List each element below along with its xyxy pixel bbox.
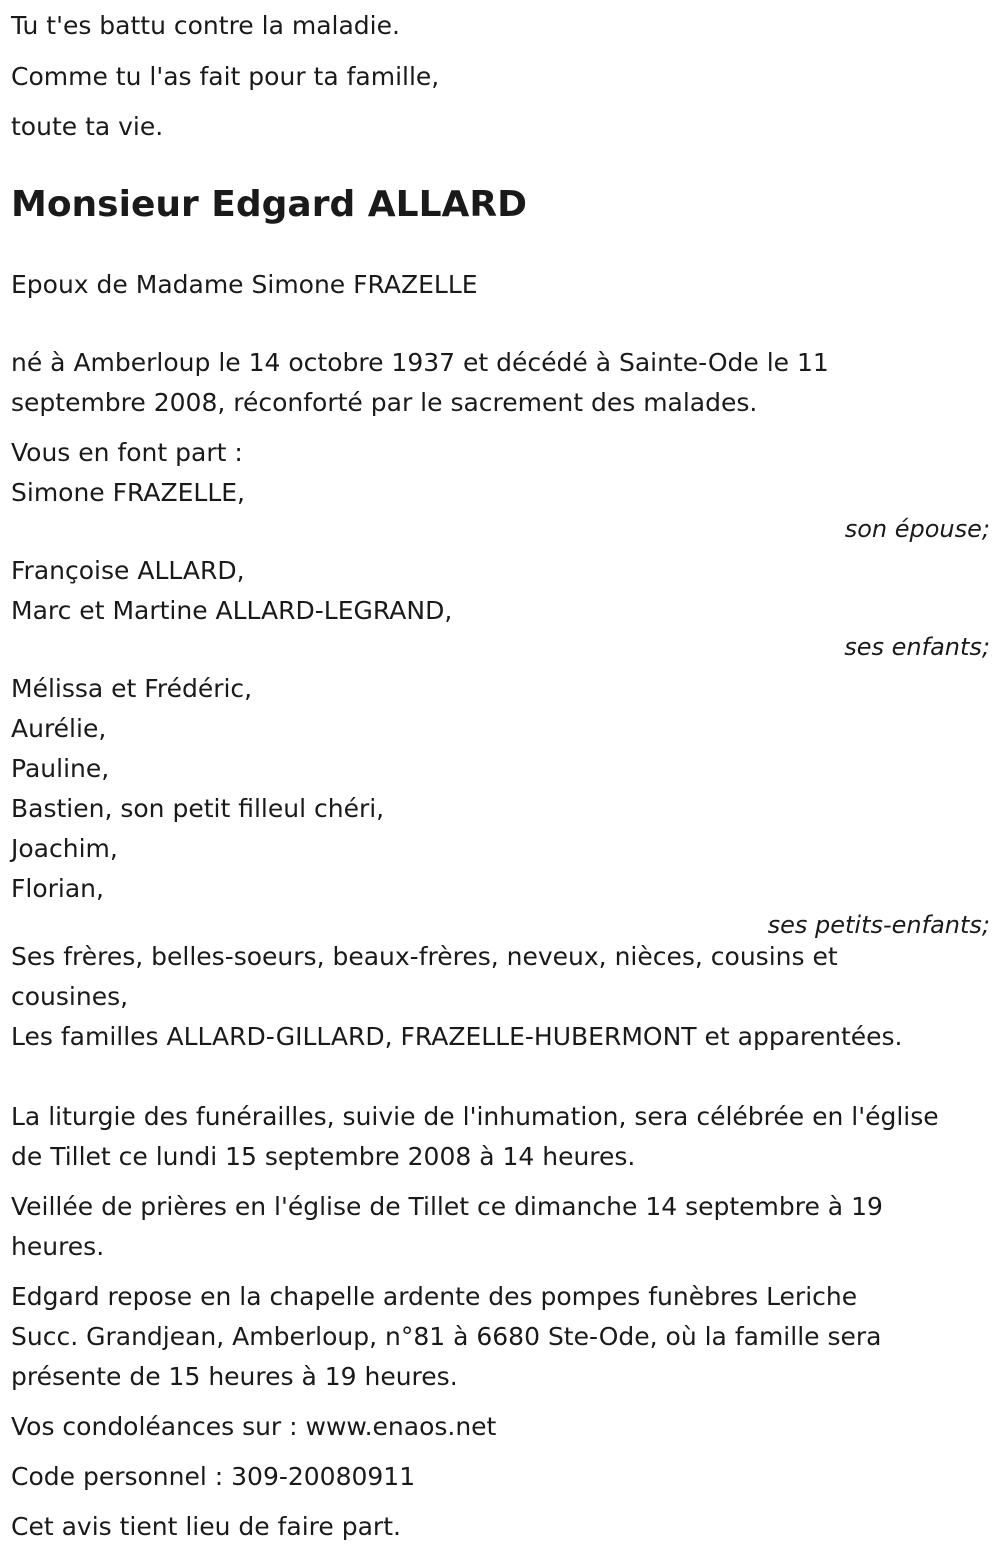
family-member: Bastien, son petit filleul chéri, bbox=[11, 794, 385, 823]
personal-code-line: Code personnel : 309-20080911 bbox=[11, 1462, 416, 1491]
relation-label: ses petits-enfants; bbox=[767, 911, 990, 939]
family-member: Joachim, bbox=[11, 834, 118, 863]
deceased-name: Monsieur Edgard ALLARD bbox=[11, 184, 527, 225]
chapel-paragraph bbox=[11, 1277, 990, 1397]
condolences-line: Vos condoléances sur : www.enaos.net bbox=[11, 1412, 497, 1441]
announce-line: Vous en font part : bbox=[11, 438, 243, 467]
birth-death-line: né à Amberloup le 14 octobre 1937 et décédé à Sainte-Ode le 11 bbox=[11, 348, 829, 377]
chapel-line: Edgard repose en la chapelle ardente des pompes funèbres Leriche bbox=[11, 1282, 858, 1311]
chapel-line: Succ. Grandjean, Amberloup, n°81 à 6680 Ste-Ode, où la famille sera bbox=[11, 1322, 882, 1351]
family-line: Les familles ALLARD-GILLARD, FRAZELLE-HUBERMONT et apparentées. bbox=[11, 1022, 903, 1051]
family-line: Ses frères, belles-soeurs, beaux-frères, neveux, nièces, cousins et bbox=[11, 942, 838, 971]
intro-line: toute ta vie. bbox=[11, 112, 164, 141]
chapel-line: présente de 15 heures à 19 heures. bbox=[11, 1362, 458, 1391]
vigil-line: Veillée de prières en l'église de Tillet ce dimanche 14 septembre à 19 bbox=[11, 1192, 883, 1221]
birth-death-line: septembre 2008, réconforté par le sacrement des malades. bbox=[11, 388, 758, 417]
spouse-group bbox=[11, 473, 990, 541]
intro-line: Tu t'es battu contre la maladie. bbox=[11, 11, 400, 40]
family-member: Aurélie, bbox=[11, 714, 107, 743]
family-member: Françoise ALLARD, bbox=[11, 556, 245, 585]
funeral-line: La liturgie des funérailles, suivie de l'inhumation, sera célébrée en l'église bbox=[11, 1102, 939, 1131]
relation-label: son épouse; bbox=[844, 515, 990, 543]
family-member: Marc et Martine ALLARD-LEGRAND, bbox=[11, 596, 453, 625]
family-member: Mélissa et Frédéric, bbox=[11, 674, 253, 703]
vigil-paragraph bbox=[11, 1187, 990, 1267]
family-member: Pauline, bbox=[11, 754, 110, 783]
children-group bbox=[11, 551, 990, 659]
relation-label: ses enfants; bbox=[844, 633, 990, 661]
funeral-paragraph bbox=[11, 1097, 990, 1177]
birth-death-paragraph bbox=[11, 343, 990, 423]
funeral-line: de Tillet ce lundi 15 septembre 2008 à 14 heures. bbox=[11, 1142, 636, 1171]
death-notice bbox=[0, 1, 1000, 1541]
family-member: Florian, bbox=[11, 874, 104, 903]
intro-poem bbox=[11, 1, 990, 151]
grandchildren-group bbox=[11, 669, 990, 937]
intro-line: Comme tu l'as fait pour ta famille, bbox=[11, 62, 440, 91]
extended-family bbox=[11, 937, 990, 1057]
family-line: cousines, bbox=[11, 982, 129, 1011]
closing-line: Cet avis tient lieu de faire part. bbox=[11, 1512, 401, 1541]
vigil-line: heures. bbox=[11, 1232, 105, 1261]
family-member: Simone FRAZELLE, bbox=[11, 478, 245, 507]
spouse-line: Epoux de Madame Simone FRAZELLE bbox=[11, 270, 478, 299]
